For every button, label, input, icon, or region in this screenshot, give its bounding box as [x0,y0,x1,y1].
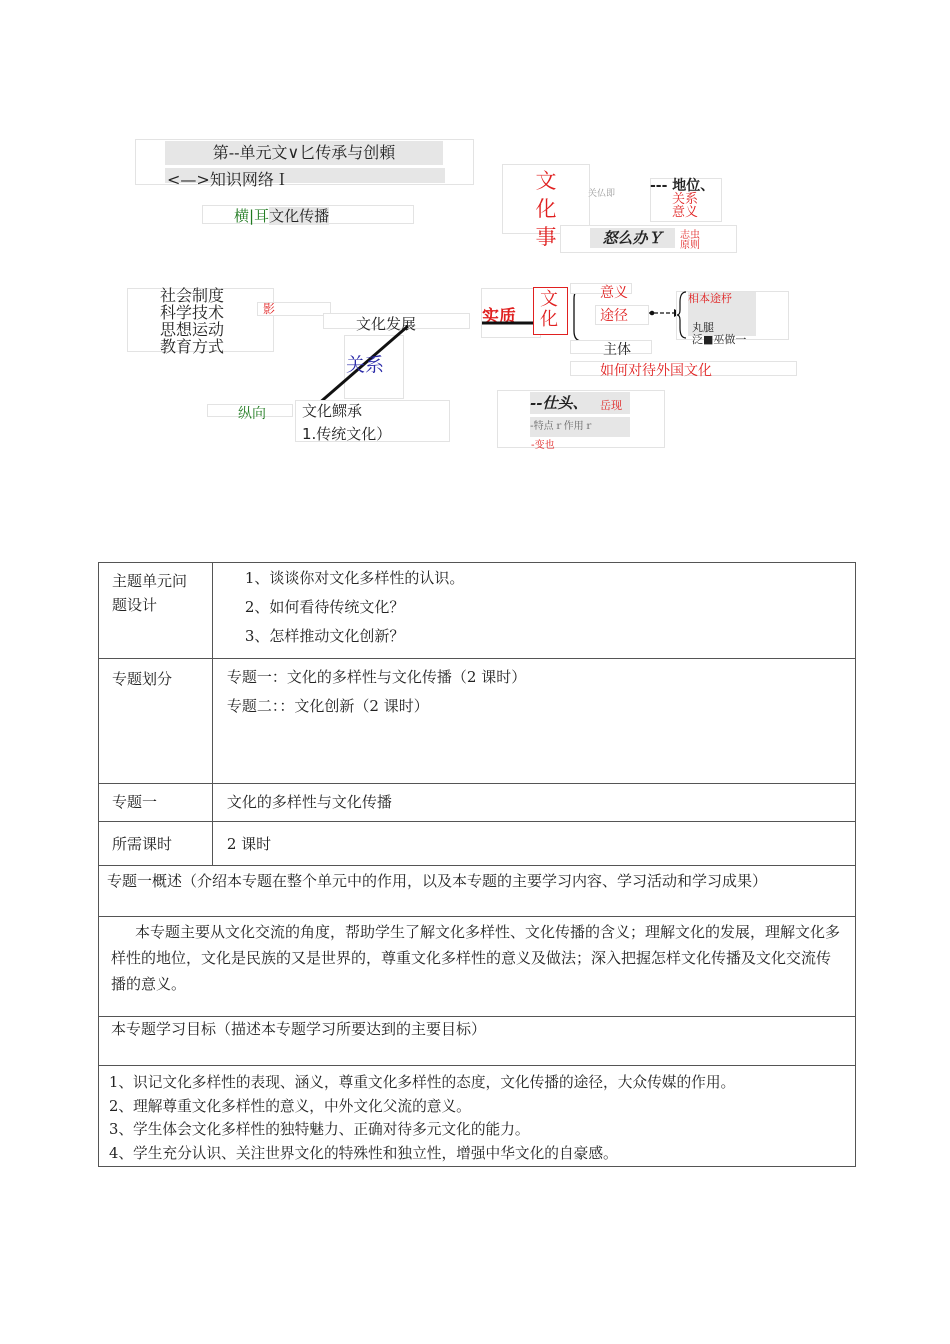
table-row [99,1017,856,1066]
table-label-cell [99,659,213,784]
hours-value: 2 课时 [226,835,272,853]
culture-development: 文化发展 [356,315,417,333]
table-row [99,866,856,917]
vertical-label: 纵向 [238,406,266,422]
topic-division-label: 专题划分 [112,670,173,688]
overview-heading-cell [99,866,856,917]
table-row [99,784,856,822]
culture-box: 文化 [540,289,558,330]
table-value-cell [212,563,855,659]
right-sub-1: 相本途杼 [688,292,756,336]
unit-title: 第--单元文∨匕传承与创頼 [165,141,443,165]
bottom-line3: -变也 [531,440,555,451]
overview-heading: 专题一概述（介绍本专题在整个单元中的作用，以及本专题的主要学习内容、学习活动和学习成果） [107,872,768,890]
knowledge-network-heading: <—>知识网络Ｉ [165,168,445,183]
foreign-culture: 如何对待外国文化 [600,363,712,379]
question-design-label: 主题单元问题设计 [112,572,188,614]
goals-heading-cell [99,1017,856,1066]
overview-text: 本专题主要从文化交流的角度，帮助学生了解文化多样性、文化传播的含义；理解文化的发展，理解文化多样性的地位，文化是民族的又是世界的，尊重文化多样性的意义及做法；深入把握怎样文化传播及文化交流传播的意义。 [111,923,841,993]
traditional-text: 1.传统文化） [302,425,392,443]
relation-red: 关系 [672,192,699,207]
meaning-red: 意义 [672,205,699,220]
bottom-red: 岳现 [600,399,622,412]
right-item-subject: 主体 [603,342,631,358]
bottom-title: --仕头、 [530,392,630,414]
question-item: 1、谈谈你对文化多样性的认识。 [244,569,465,587]
table-label-cell [99,563,213,659]
goal-item: 1、识记文化多样性的表现、涵义，尊重文化多样性的态度，文化传播的途径，大众传媒的作用。 [109,1074,736,1091]
table-value-cell [212,784,855,822]
table-row [99,563,856,659]
right-item-path: 途径 [600,308,628,324]
horizontal-text: 文化传播 [269,207,330,225]
table-row [99,822,856,866]
table-row [99,917,856,1017]
culture-vertical-text: 文化事 [535,169,557,249]
question-item: 3、怎样推动文化创新？ [244,627,405,645]
influence-list [160,286,244,356]
table-label-cell [99,822,213,866]
topic-one-value: 文化的多样性与文化传播 [226,793,392,811]
overview-text-cell [99,917,856,1017]
relation-label: 关系 [346,354,385,376]
goal-item: 4、学生充分认识、关注世界文化的特殊性和独立性，增强中华文化的自豪感。 [109,1144,618,1162]
table-row [99,659,856,784]
influence-label: 影 [263,302,276,316]
goal-item: 3、学生体会文化多样性的独特魅力、正确对待多元文化的能力。 [109,1121,530,1138]
influence-item: 科学技术 [160,303,225,322]
influence-item: 社会制度 [160,286,225,305]
inheritance-text: 文化鳏承 [302,402,363,420]
table-label-cell [99,784,213,822]
horizontal-label [234,205,330,225]
table-value-cell [212,659,855,784]
sub-brace [676,290,688,340]
table-row [99,1066,856,1167]
bottom-line2: -特点ｒ作用ｒ [530,417,630,437]
table-value-cell [212,822,855,866]
essence-label: 实质 [482,307,516,327]
status-top: --- 地位、 [650,178,715,194]
right-sub-2: 丸腿 [692,321,714,334]
influence-item: 教育方式 [160,337,225,356]
culture-sub-small: 关仏即 [588,189,616,199]
goals-heading: 本专题学习目标（描述本专题学习所要达到的主要目标） [111,1020,487,1038]
right-sub-3: 泛■巫做一 [692,333,747,346]
how-small: 志虫原则 [680,230,700,251]
hours-label: 所需课时 [112,835,173,853]
horizontal-tag: 横|耳 [234,207,270,225]
topic-item: 专题一：文化的多样性与文化传播（2 课时） [226,668,527,686]
goal-item: 2、理解尊重文化多样性的意义，中外文化父流的意义。 [109,1097,471,1115]
right-item-meaning: 意义 [600,285,628,301]
topic-one-label: 专题一 [112,793,158,811]
unit-design-table [98,562,856,1167]
topic-item: 专题二：：文化创新（2 课时） [226,697,429,715]
question-item: 2、如何看待传统文化？ [244,598,405,616]
how-text: 怒么办Ｙ [590,228,675,248]
influence-item: 思想运动 [160,320,225,339]
goals-cell [99,1066,856,1167]
